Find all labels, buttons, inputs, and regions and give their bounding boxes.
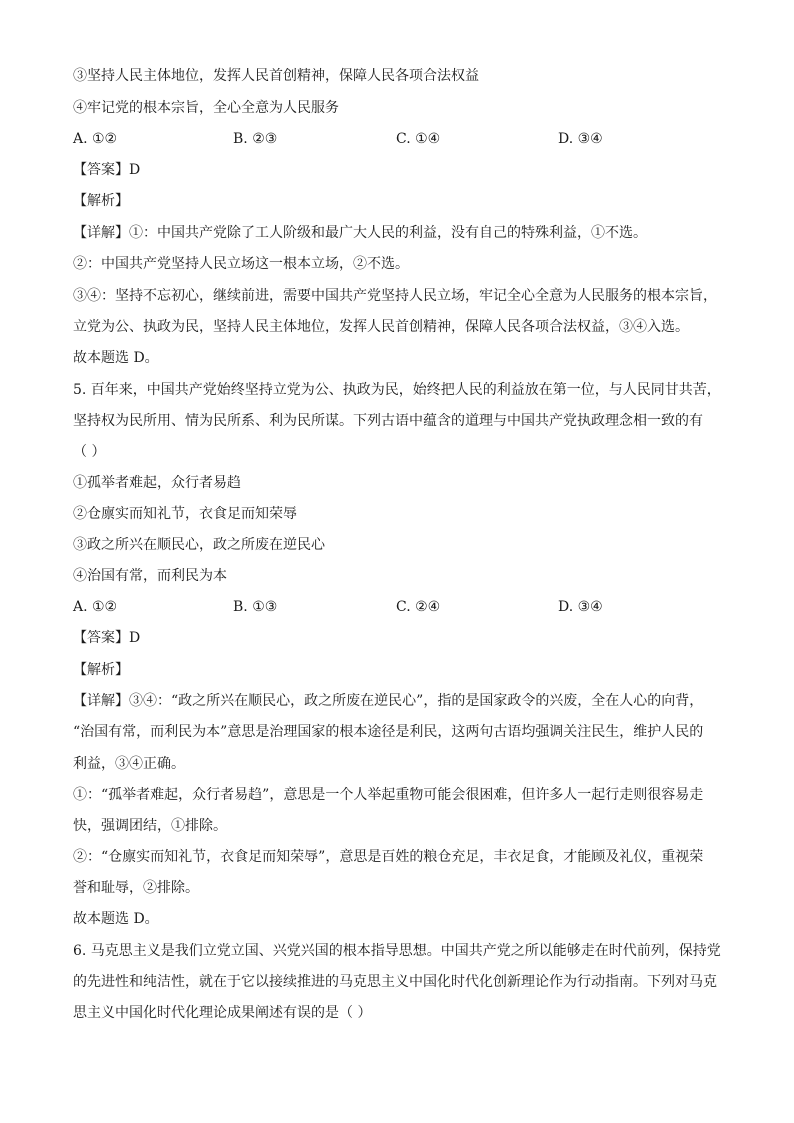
q5-option-d: D. ③④ [558, 599, 603, 615]
q5-item-3: ③政之所兴在顺民心，政之所废在逆民心 [73, 537, 325, 553]
q4-conclusion: 故本题选 D。 [73, 350, 159, 366]
q4-detail-line-4: 立党为公、执政为民，坚持人民主体地位，发挥人民首创精神，保障人民各项合法权益，③④入选。 [73, 319, 689, 335]
q4-detail-line-2: ②：中国共产党坚持人民立场这一根本立场，②不选。 [73, 256, 409, 272]
q5-item-2: ②仓廪实而知礼节，衣食足而知荣辱 [73, 506, 297, 522]
q4-option-c: C. ①④ [396, 131, 441, 147]
q5-detail-line-5: 快，强调团结，①排除。 [73, 818, 227, 834]
q5-analysis-label: 【解析】 [73, 662, 129, 678]
q4-detail-line-3: ③④：坚持不忘初心，继续前进，需要中国共产党坚持人民立场，牢记全心全意为人民服务的根本宗旨， [73, 288, 717, 304]
q5-stem-line-1: 5. 百年来，中国共产党始终坚持立党为公、执政为民，始终把人民的利益放在第一位，与人民同甘共苦， [73, 382, 721, 398]
q5-answer: 【答案】D [73, 630, 141, 646]
q5-option-b: B. ①③ [233, 599, 278, 615]
q5-option-a: A. ①② [73, 599, 118, 615]
q4-option-d: D. ③④ [558, 131, 603, 147]
q5-detail-line-2: “治国有常，而利民为本”意思是治理国家的根本途径是利民，这两句古语均强调关注民生，维护人民的 [73, 724, 704, 740]
q5-option-c: C. ②④ [396, 599, 441, 615]
q4-option-b: B. ②③ [233, 131, 278, 147]
q6-stem-line-3: 思主义中国化时代化理论成果阐述有误的是（ ） [73, 1005, 372, 1021]
q5-detail-line-1: 【详解】③④：“政之所兴在顺民心，政之所废在逆民心”，指的是国家政令的兴废，全在人心的向背， [73, 693, 704, 709]
q5-conclusion: 故本题选 D。 [73, 911, 159, 927]
q4-item-3: ③坚持人民主体地位，发挥人民首创精神，保障人民各项合法权益 [73, 68, 479, 84]
q4-item-4: ④牢记党的根本宗旨，全心全意为人民服务 [73, 100, 339, 116]
q4-options [73, 130, 733, 148]
q4-analysis-label: 【解析】 [73, 193, 129, 209]
q5-item-4: ④治国有常，而利民为本 [73, 568, 227, 584]
q5-detail-line-6: ②：“仓廪实而知礼节，衣食足而知荣辱”，意思是百姓的粮仓充足，丰衣足食，才能顾及礼仪，重视荣 [73, 849, 704, 865]
q6-stem-line-1: 6. 马克思主义是我们立党立国、兴党兴国的根本指导思想。中国共产党之所以能够走在时代前列，保持党 [73, 943, 721, 959]
q4-answer: 【答案】D [73, 162, 141, 178]
q5-detail-line-4: ①：“孤举者难起，众行者易趋”，意思是一个人举起重物可能会很困难，但许多人一起行走则很容易走 [73, 787, 704, 803]
q5-item-1: ①孤举者难起，众行者易趋 [73, 475, 241, 491]
q5-detail-line-3: 利益，③④正确。 [73, 756, 185, 772]
q5-answer-blank: （ ） [73, 444, 106, 460]
q4-detail-line-1: 【详解】①：中国共产党除了工人阶级和最广大人民的利益，没有自己的特殊利益，①不选。 [73, 225, 647, 241]
q5-stem-line-2: 坚持权为民所用、情为民所系、利为民所谋。下列古语中蕴含的道理与中国共产党执政理念相一致的有 [73, 413, 703, 429]
q5-detail-line-7: 誉和耻辱，②排除。 [73, 880, 199, 896]
q6-stem-line-2: 的先进性和纯洁性，就在于它以接续推进的马克思主义中国化时代化创新理论作为行动指南。下列对马克 [73, 974, 717, 990]
q5-options [73, 598, 733, 616]
q4-option-a: A. ①② [73, 131, 118, 147]
